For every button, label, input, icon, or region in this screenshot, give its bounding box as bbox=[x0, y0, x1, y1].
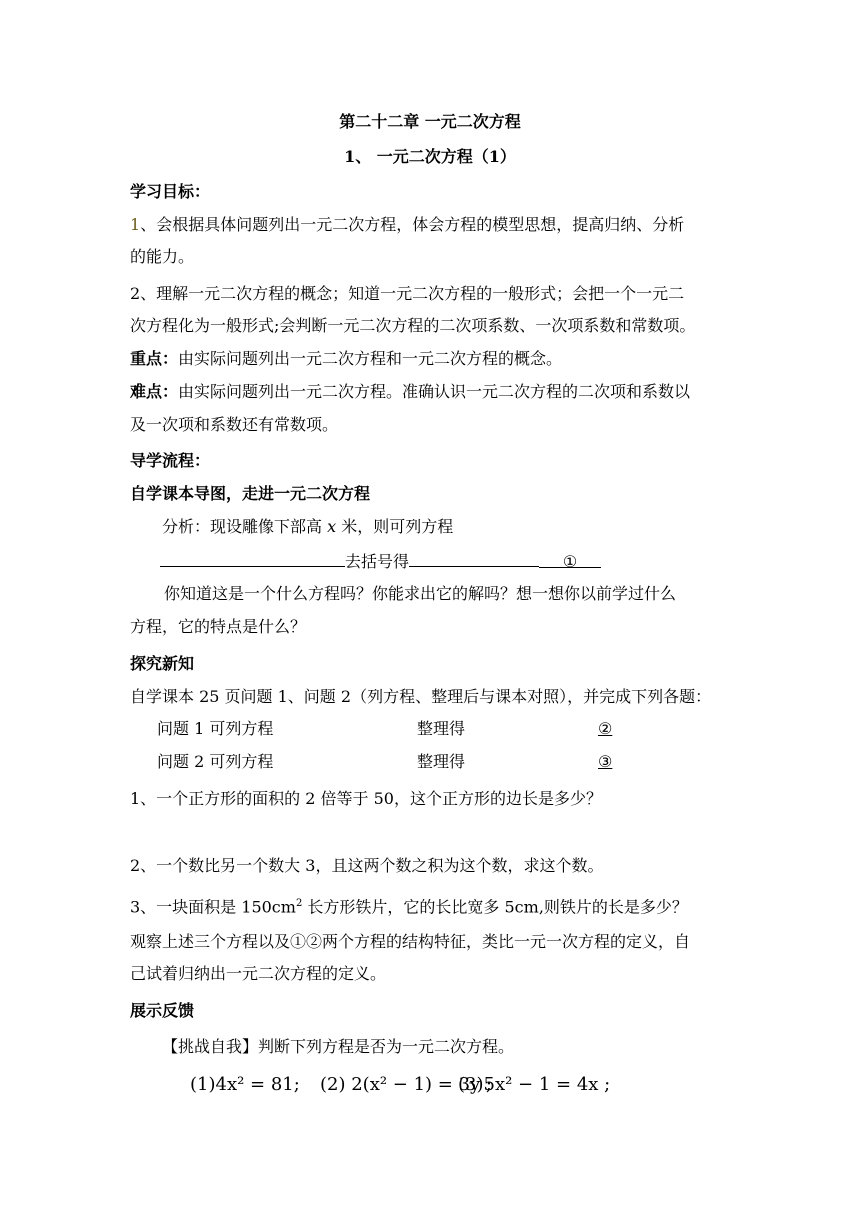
mark-circle-2: ② bbox=[598, 719, 613, 738]
mark-circle-3: ③ bbox=[598, 752, 613, 771]
question-2-label: 问题 2 可列方程 bbox=[157, 752, 274, 771]
equation-blank[interactable] bbox=[160, 550, 345, 567]
problem-3-prefix: 3、一块面积是 150cm bbox=[130, 897, 296, 917]
equation-2: (2) 2(x² − 1) = 3y ; bbox=[320, 1074, 492, 1095]
self-study-heading: 自学课本导图，走进一元二次方程 bbox=[130, 484, 371, 503]
objective-1-number: 1 bbox=[130, 215, 141, 234]
expand-label: 去括号得 bbox=[345, 552, 410, 571]
question-line-1: 你知道这是一个什么方程吗？你能求出它的解吗？想一想你以前学过什么 bbox=[164, 584, 677, 603]
question-line-2: 方程，它的特点是什么？ bbox=[130, 617, 307, 636]
equation-3: (3)5x² − 1 = 4x ; bbox=[458, 1074, 611, 1095]
objective-1-line-1 bbox=[130, 214, 684, 236]
flow-heading: 导学流程： bbox=[130, 451, 211, 470]
analysis-prefix: 分析：现设雕像下部高 bbox=[162, 517, 328, 536]
problem-3-superscript: 2 bbox=[295, 898, 303, 909]
observe-line-2: 己试着归纳出一元二次方程的定义。 bbox=[130, 964, 387, 983]
feedback-heading: 展示反馈 bbox=[130, 1001, 195, 1020]
explore-intro: 自学课本 25 页问题 1、问题 2（列方程、整理后与课本对照），并完成下列各题： bbox=[130, 687, 712, 706]
objective-1-line-2: 的能力。 bbox=[130, 247, 195, 266]
key-point-label: 重点： bbox=[130, 349, 179, 368]
mark-circle-1: ① bbox=[539, 551, 601, 568]
objective-2-line-1: 2、理解一元二次方程的概念；知道一元二次方程的一般形式；会把一个一元二 bbox=[130, 284, 685, 303]
problem-1: 1、一个正方形的面积的 2 倍等于 50，这个正方形的边长是多少？ bbox=[130, 789, 602, 808]
equation-blank-row bbox=[160, 550, 601, 573]
question-1-arrange: 整理得 bbox=[417, 719, 466, 738]
analysis-suffix: 米，则可列方程 bbox=[336, 517, 454, 536]
analysis-line bbox=[162, 516, 453, 538]
difficulty-label: 难点： bbox=[130, 382, 179, 401]
explore-heading: 探究新知 bbox=[130, 654, 195, 673]
analysis-variable: x bbox=[327, 517, 337, 536]
key-point bbox=[130, 348, 562, 370]
difficulty-line-1 bbox=[130, 381, 690, 403]
observe-line-1: 观察上述三个方程以及①②两个方程的结构特征，类比一元一次方程的定义，自 bbox=[130, 932, 691, 951]
challenge-prompt: 【挑战自我】判断下列方程是否为一元二次方程。 bbox=[162, 1037, 515, 1056]
chapter-title: 第二十二章 一元二次方程 bbox=[339, 112, 521, 131]
question-1-label: 问题 1 可列方程 bbox=[157, 719, 274, 738]
objective-1-text: 、会根据具体问题列出一元二次方程，体会方程的模型思想，提高归纳、分析 bbox=[140, 215, 685, 234]
difficulty-text: 由实际问题列出一元二次方程。准确认识一元二次方程的二次项和系数以 bbox=[178, 382, 691, 401]
problem-3-suffix: 长方形铁片，它的长比宽多 5cm,则铁片的长是多少？ bbox=[302, 897, 688, 917]
question-2-arrange: 整理得 bbox=[417, 752, 466, 771]
difficulty-line-2: 及一次项和系数还有常数项。 bbox=[130, 415, 339, 434]
problem-2: 2、一个数比另一个数大 3，且这两个数之积为这个数，求这个数。 bbox=[130, 856, 604, 875]
section-subtitle: 1、 一元二次方程（1） bbox=[344, 147, 516, 166]
key-point-text: 由实际问题列出一元二次方程和一元二次方程的概念。 bbox=[178, 349, 563, 368]
objective-2-line-2: 次方程化为一般形式;会判断一元二次方程的二次项系数、一次项系数和常数项。 bbox=[130, 316, 696, 335]
expanded-equation-blank[interactable] bbox=[409, 550, 539, 567]
problem-3 bbox=[130, 893, 688, 918]
objectives-heading: 学习目标： bbox=[130, 182, 211, 201]
equation-1: (1)4x² = 81; bbox=[190, 1074, 300, 1095]
